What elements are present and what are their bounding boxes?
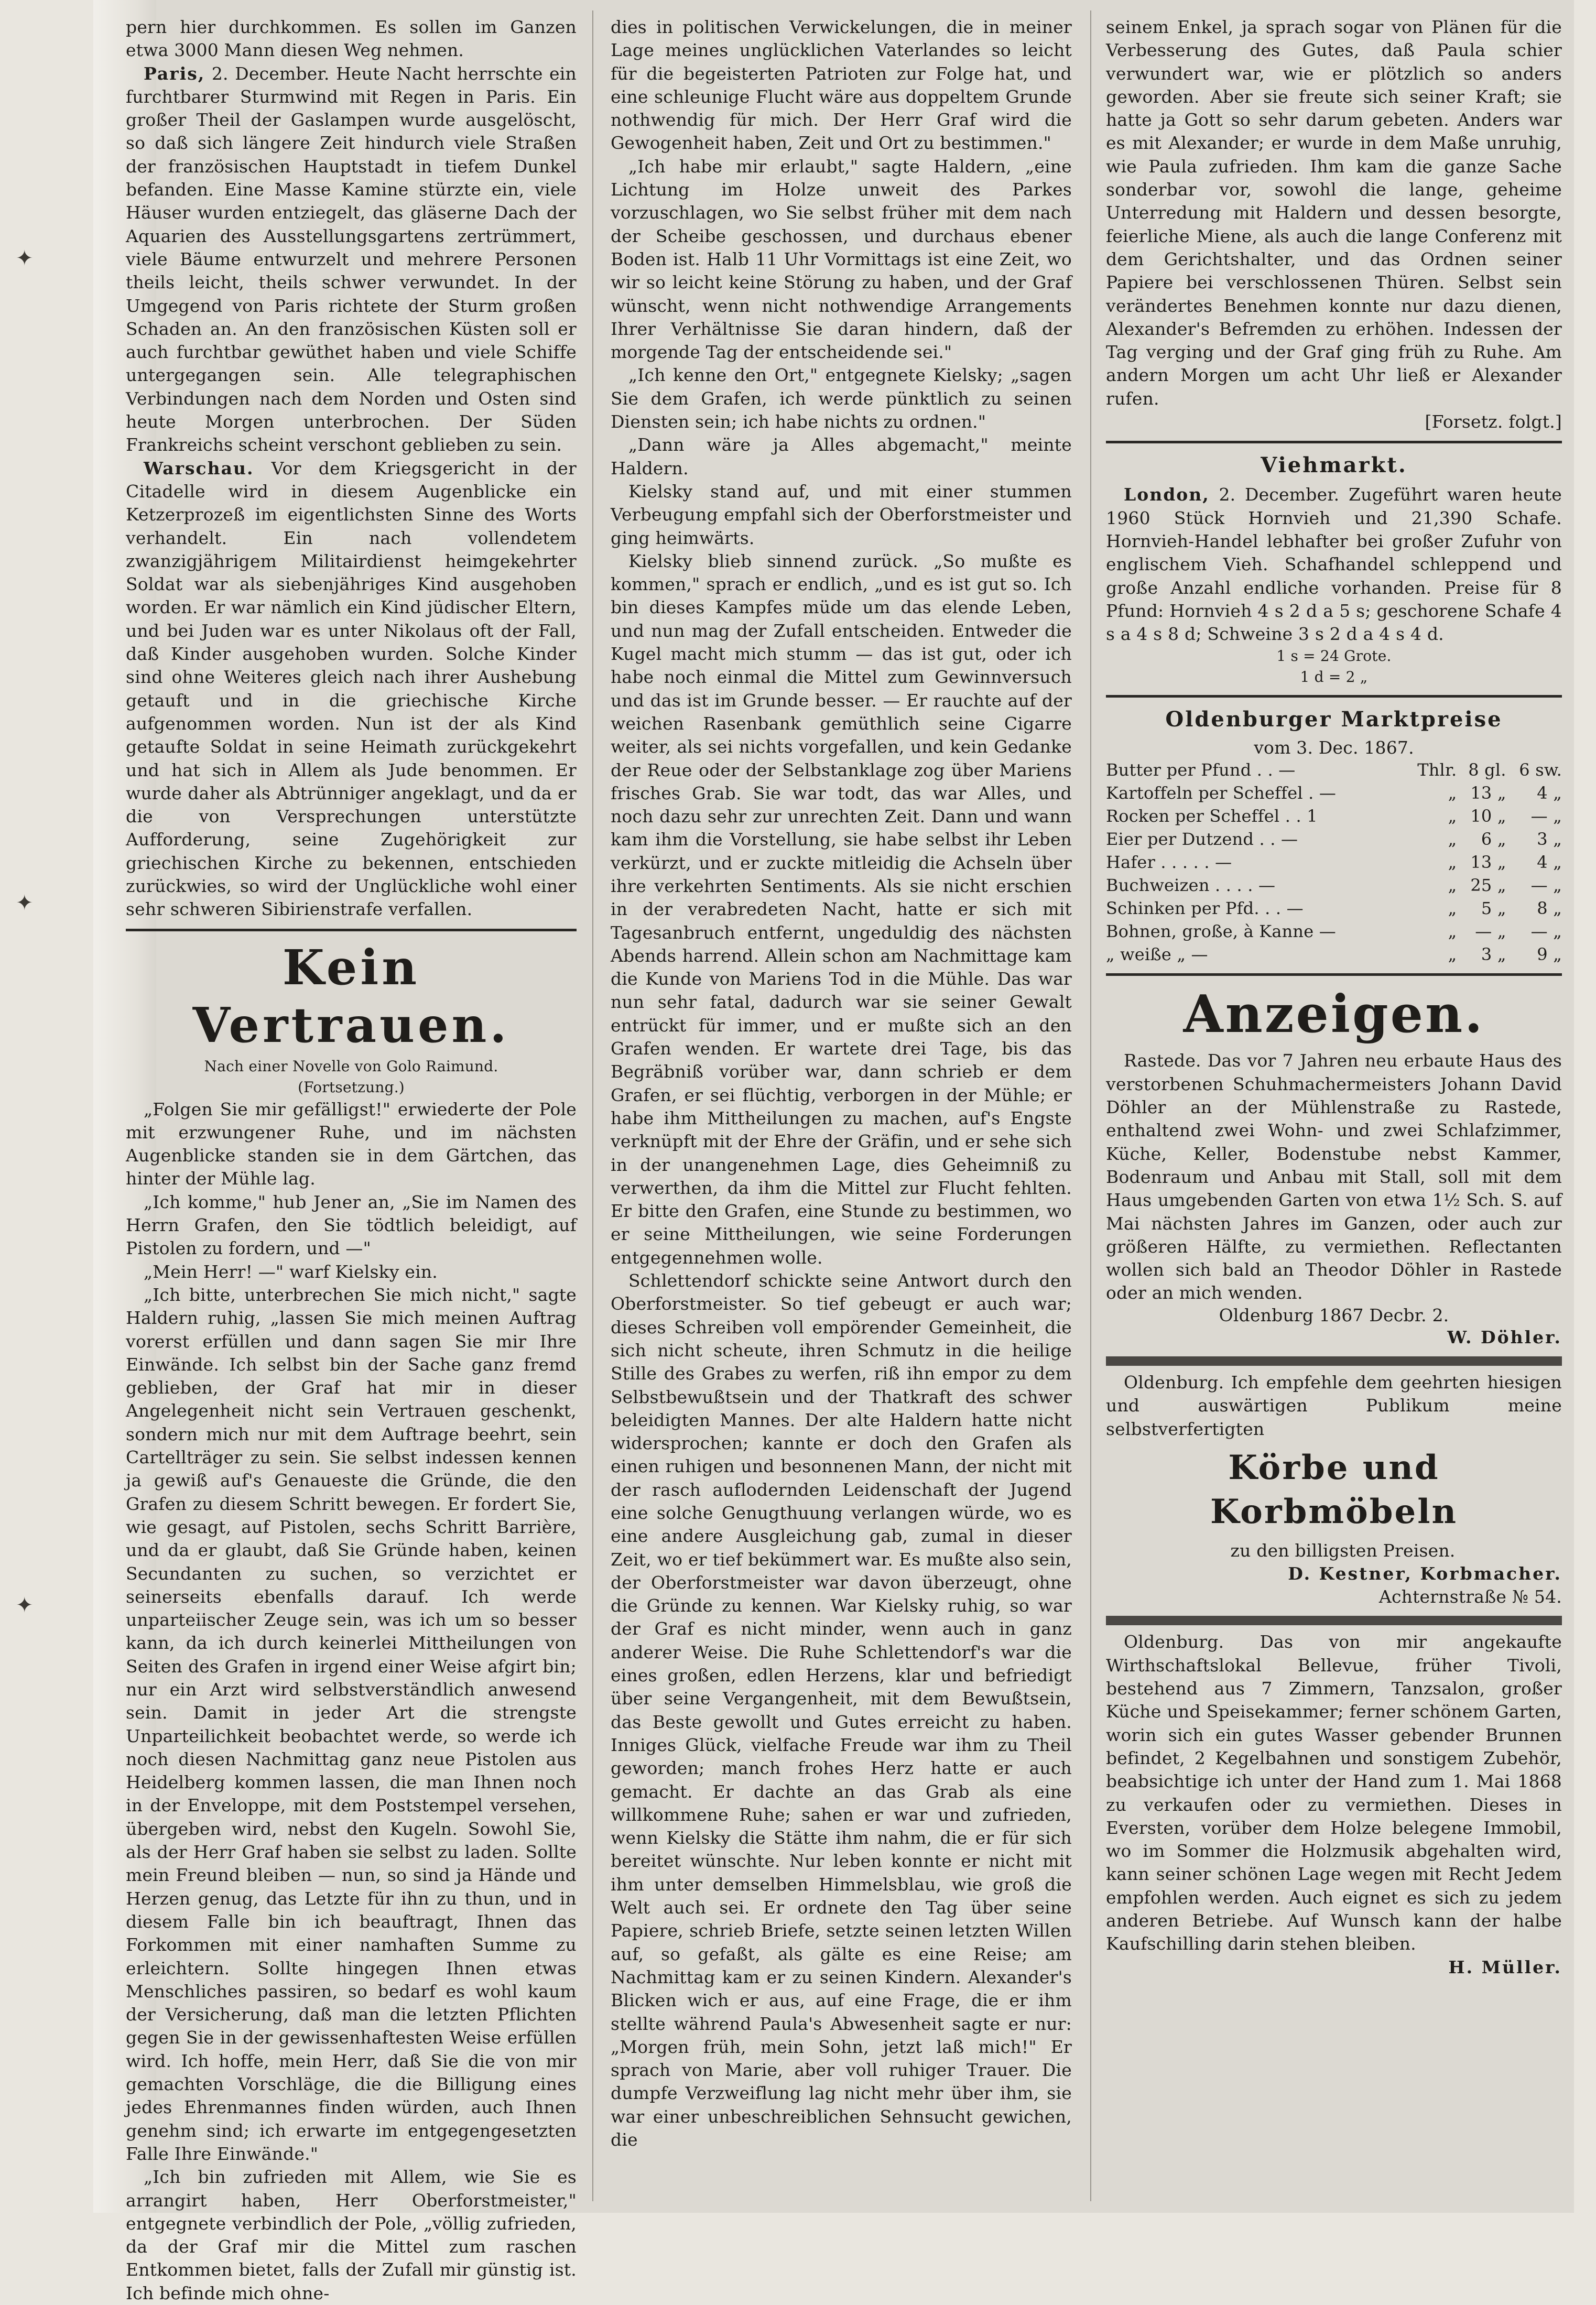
ad-divider	[1106, 1356, 1562, 1366]
price-cell-item: Rocken per Scheffel . . 1	[1106, 806, 1318, 827]
story-paragraph: Schlettendorf schickte seine Antwort durch den Oberforstmeister. So tief gebeugt er auch war; dieses Schreiben voll empörender Gemeinheit, die sich nicht scheute, ihren Schmutz in die heilige Stille des Grabes zu werfen, riß ihn empor zu dem Selbstbewußtsein und der Thatkraft des schwer beleidigten Mannes. Der alte Haldern hatte nicht widersprochen; kannte er doch den Grafen als einen ruhigen und besonnenen Mann, der nicht mit der rasch auflodernden Leidenschaft der Jugend eine solche Genugthuung verlangen würde, wo es eine andere Ausgleichung gab, zumal in dieser Zeit, wo er tief bekümmert war. Es mußte also sein, der Oberforstmeister war davon überzeugt, ohne die Gründe zu kennen. War Kielsky ruhig, so war der Graf es nicht minder, wenn auch in ganz anderer Weise. Die Ruhe Schlettendorf's war die eines großen, edlen Herzens, klar und befriedigt über seine Vergangenheit, mit dem Bewußtsein, das Beste gewollt und Gutes erreicht zu haben. Inniges Glück, vielfache Freude war ihm zu Theil geworden; manch frohes Herz hatte er auch gemacht. Er dachte an das Grab als eine willkommene Ruhe; sahen er war und zufrieden, wenn Kielsky die Stätte ihm nahm, die er für sich bereitet wünschte. Nur leben konnte er nicht mit ihm unter demselben Himmelsblau, wie groß die Welt auch sei. Er ordnete den Tag über seine Papiere, schrieb Briefe, setzte seinen letzten Willen auf, so gefaßt, als gälte es eine Reise; am Nachmittag kam er zu seinen Kindern. Alexander's Blicken wich er aus, auf eine Frage, die er ihm stellte während Paula's Abwesenheit sagte er nur: „Morgen früh, mein Sohn, jetzt laß mich!" Er sprach von Marie, aber voll ruhiger Trauer. Die dumpfe Verzweiflung lag nicht mehr über ihm, sie war einer unbeschreiblichen Sehnsucht gewichen, die	[611, 1270, 1072, 2150]
price-cell-a: „	[1448, 944, 1457, 965]
section-heading-anzeigen: Anzeigen.	[1183, 984, 1485, 1045]
column-divider	[1090, 10, 1091, 2201]
price-cell-b: — „	[1475, 921, 1506, 942]
ad-signature: H. Müller.	[1448, 1956, 1562, 1977]
price-row	[1106, 781, 1562, 804]
price-cell-a: „	[1448, 875, 1457, 896]
column-3	[1106, 16, 1562, 1979]
advertisement-rastede: Rastede. Das vor 7 Jahren neu erbaute Haus des verstorbenen Schuhmachermeisters Johann David Döhler an der Mühlenstraße zu Rastede, enthaltend zwei Wohn- und zwei Schlafzimmer, Küche, Keller, Bodenstube nebst Kammer, Bodenraum und Anbau mit Stall, soll mit dem Haus umgebenden Garten von etwa 1½ Sch. S. auf Mai nächsten Jahres im Ganzen, oder auch zur größeren Hälfte, zu vermiethen. Reflectanten wollen sich bald an Theodor Döhler in Rastede oder an mich wenden.	[1106, 1050, 1562, 1303]
ad-divider	[1106, 1616, 1562, 1625]
margin-mark: ✦	[16, 891, 34, 915]
story-paragraph: seinem Enkel, ja sprach sogar von Plänen für die Verbesserung des Gutes, daß Paula schier verwundert war, wie er plötzlich so anders geworden. Aber sie freute sich seiner Kraft; sie hatte ja Gott so sehr darum gebeten. Anders war es mit Alexander; er wurde in dem Maße unruhig, wie Paula zufrieden. Ihm kam die ganze Sache sonderbar vor, sowohl die lange, geheime Unterredung mit Haldern und dessen besorgte, feierliche Miene, als auch die lange Conferenz mit dem Gerichtshalter, und das Ordnen seiner Papiere bei verschlossenen Thüren. Selbst sein verändertes Benehmen konnte nur dazu dienen, Alexander's Befremden zu erhöhen. Indessen der Tag verging und der Graf ging früh zu Ruhe. Am andern Morgen um acht Uhr ließ er Alexander rufen.	[1106, 17, 1562, 409]
price-cell-c: 8 „	[1537, 898, 1562, 919]
story-paragraph: „Ich komme," hub Jener an, „Sie im Namen des Herrn Grafen, den Sie tödtlich beleidigt, auf Pistolen zu fordern, und —"	[126, 1191, 577, 1259]
column-divider	[592, 10, 593, 2201]
news-item-paris: Paris, 2. December. Heute Nacht herrschte ein furchtbarer Sturmwind mit Regen in Paris. Ein großer Theil der Gaslampen wurde ausgelöscht, so daß sich längere Zeit hindurch viele Straßen der französischen Hauptstadt in tiefem Dunkel befanden. Eine Masse Kamine stürzte ein, viele Häuser wurden entziegelt, das gläserne Dach der Aquarien des Ausstellungsgartens zertrümmert, viele Bäume entwurzelt und mehrere Personen theils leicht, theils schwer verwundet. In der Umgegend von Paris richtete der Sturm großen Schaden an. An den französischen Küsten soll er auch furchtbar gewüthet haben und viele Schiffe untergegangen sein. Alle telegraphischen Verbindungen nach dem Norden und Osten sind heute Morgen unterbrochen. Der Süden Frankreichs scheint verschont geblieben zu sein.	[126, 63, 577, 455]
column-2	[611, 16, 1072, 2151]
margin-mark: ✦	[16, 246, 34, 270]
price-cell-a: Thlr.	[1417, 760, 1457, 780]
price-cell-a: „	[1448, 852, 1457, 873]
price-cell-item: Bohnen, große, à Kanne —	[1106, 921, 1336, 942]
market-report: London, 2. December. Zugeführt waren heute 1960 Stück Hornvieh und 21,390 Schafe. Hornvieh-Handel lebhafter bei großer Zufuhr von englischem Vieh. Schafhandel schleppend und große Anzahl endliche vorhanden. Preise für 8 Pfund: Hornvieh 4 s 2 d a 5 s; geschorene Schafe 4 s a 4 s 8 d; Schweine 3 s 2 d a 4 s 4 d.	[1106, 484, 1562, 645]
price-cell-c: — „	[1530, 921, 1562, 942]
price-date: vom 3. Dec. 1867.	[1254, 737, 1414, 758]
ad-address: Achternstraße № 54.	[1378, 1586, 1562, 1607]
price-cell-c: 4 „	[1537, 783, 1562, 803]
price-cell-b: 25 „	[1470, 875, 1506, 896]
news-item-warschau: Warschau. Vor dem Kriegsgericht in der Citadelle wird in diesem Augenblicke ein Ketzerprozeß im eigentlichsten Sinne des Worts verhandelt. Ein nach vollendetem zwanzigjährigem Militairdienst heimgekehrter Soldat war als siebenjähriges Kind ausgehoben worden. Er war nämlich ein Kind jüdischer Eltern, und bei Juden war es unter Nikolaus oft der Fall, daß Kinder ausgehoben wurden. Solche Kinder sind ohne Weiteres gleich nach ihrer Aushebung getauft und in die griechische Kirche aufgenommen worden. Nun ist der als Kind getaufte Soldat in seine Heimath zurückgekehrt und hat sich in Allem als Jude benommen. Er wurde daher als Abtrünniger angeklagt, und da er die von Versprechungen unterstützte Aufforderung, seine Zugehörigkeit zur griechischen Kirche zu bekennen, entschieden zurückwies, so wird der Unglückliche wohl einer sehr schweren Sibirienstrafe verfallen.	[126, 458, 577, 920]
price-cell-c: 6 sw.	[1519, 760, 1562, 780]
price-cell-b: 3 „	[1481, 944, 1506, 965]
story-paragraph: „Ich bin zufrieden mit Allem, wie Sie es arrangirt haben, Herr Oberforstmeister," entgegnete verbindlich der Pole, „völlig zufrieden, da der Graf mir die Mittel zum raschen Entkommen bietet, falls der Zufall mir günstig ist. Ich befinde mich ohne-	[126, 2167, 577, 2303]
price-cell-item: Hafer . . . . . —	[1106, 852, 1232, 873]
price-row	[1106, 920, 1562, 943]
price-cell-c: 3 „	[1537, 829, 1562, 850]
price-row	[1106, 828, 1562, 851]
section-rule	[1106, 441, 1562, 443]
section-rule	[1106, 973, 1562, 976]
currency-rate: 1 s = 24 Grote.	[1276, 647, 1392, 665]
story-paragraph: „Mein Herr! —" warf Kielsky ein.	[144, 1261, 438, 1282]
price-cell-item: Butter per Pfund . . —	[1106, 760, 1296, 780]
price-cell-c: 9 „	[1537, 944, 1562, 965]
continuation-note: [Forsetz. folgt.]	[1425, 411, 1562, 432]
dateline: Warschau.	[144, 458, 254, 479]
price-cell-c: 4 „	[1537, 852, 1562, 873]
section-rule	[126, 929, 577, 931]
margin-mark: ✦	[16, 1593, 34, 1617]
price-cell-a: „	[1448, 806, 1457, 827]
story-paragraph: Kielsky blieb sinnend zurück. „So mußte es kommen," sprach er endlich, „und es ist gut so. Ich bin dieses Kampfes müde um das elende Leben, und nun mag der Zufall entscheiden. Entweder die Kugel macht mich stumm — das ist gut, oder ich habe noch einmal die Mittel zum Gewinnversuch und das ist im Grunde besser. — Er rauchte auf der weichen Rasenbank gemüthlich seine Cigarre weiter, als sei nichts vorgefallen, und kein Gedanke der Reue oder der Selbstanklage zog über Mariens frisches Grab. Sie war todt, das war Alles, und noch dazu sehr zur unrechten Zeit. Dann und wann kam ihm die Vorstellung, sie habe selbst ihr Leben verkürzt, und er zuckte mitleidig die Achseln über ihre verkehrten Sentiments. Als sie nicht erschien in der verabredeten Nacht, hatte er sich mit Tagesanbruch entfernt, ungeduldig des nächsten Abends harrend. Allein schon am Nachmittage kam die Kunde von Mariens Tod in die Mühle. Das war nun sehr fatal, dadurch war sie seiner Gewalt entrückt für immer, und er mußte sich an den Grafen wenden. Er wartete drei Tage, bis das Begräbniß vorüber war, dann schrieb er dem Grafen, er sei flüchtig, verborgen in der Mühle; er habe ihm Mittheilungen zu machen, auf's Engste verknüpft mit der Ehre der Gräfin, und er sehe sich in der unangenehmen Lage, dies Geheimniß zu verwerthen, da ihm die Mittel zur Flucht fehlten. Er bitte den Grafen, eine Stunde zu bestimmen, wo er seine Mittheilungen, wie seine Forderungen entgegennehmen wolle.	[611, 550, 1072, 1268]
story-title: Kein Vertrauen.	[192, 939, 510, 1053]
price-cell-a: „	[1448, 829, 1457, 850]
price-cell-a: „	[1448, 898, 1457, 919]
advertisement-bellevue: Oldenburg. Das von mir angekaufte Wirthschaftslokal Bellevue, früher Tivoli, bestehend aus 7 Zimmern, Tanzsalon, großer Küche und Speisekammer; ferner schönem Garten, worin sich ein gutes Wasser gebender Brunnen befindet, 2 Kegelbahnen und sonstigem Zubehör, beabsichtige ich unter der Hand zum 1. Mai 1868 zu verkaufen oder zu vermiethen. Dieses in Eversten, vorüber dem Holze belegene Immobil, wo im Sommer die Holzmusik abgehalten wird, kann seiner schönen Lage wegen mit Recht Jedem empfohlen werden. Auch eignet es sich zu jedem anderen Betriebe. Auf Wunsch kann der halbe Kaufschilling darin stehen bleiben.	[1106, 1632, 1562, 1954]
story-paragraph: „Ich bitte, unterbrechen Sie mich nicht," sagte Haldern ruhig, „lassen Sie mich meinen Auftrag vorerst erfüllen und dann sagen Sie mir Ihre Einwände. Ich selbst bin der Sache ganz fremd geblieben, der Graf hat mir in dieser Angelegenheit nicht sein Vertrauen geschenkt, sondern mich nur mit dem Auftrage beehrt, sein Cartellträger zu sein. Sie selbst indessen kennen ja gewiß auf's Genaueste die Gründe, die den Grafen zu diesem Schritt bewegen. Er fordert Sie, wie gesagt, auf Pistolen, sechs Schritt Barrière, und da er glaubt, daß Sie Gründe haben, keinen Secundanten zu suchen, so verzichtet er seinerseits ebenfalls darauf. Ich werde unparteiischer Zeuge sein, was ich um so besser kann, da ich durch keinerlei Mittheilungen von Seiten des Grafen in irgend einer Weise afgirt bin; nur ein Arzt wird selbstverständlich anwesend sein. Damit in jeder Art die strengste Unparteilichkeit beobachtet werde, so werde ich noch diesen Nachmittag ganz neue Pistolen aus Heidelberg kommen lassen, die man Ihnen noch in der Enveloppe, mit dem Poststempel versehen, übergeben wird, nebst den Kugeln. Sowohl Sie, als der Herr Graf haben sie selbst zu laden. Sollte mein Freund bleiben — nun, so sind ja Hände und Herzen genug, das Letzte für ihn zu thun, und in diesem Falle bin ich beauftragt, Ihnen das Forkommen mit einer namhaften Summe zu erleichtern. Sollte hingegen Ihnen etwas Menschliches passiren, so bedarf es wohl kaum der Versicherung, daß man die letzten Pflichten gegen Sie in der gewissenhaftesten Weise erfüllen wird. Ich hoffe, mein Herr, daß Sie die von mir gemachten Vorschläge, die die Billigung eines jedes Ehrenmannes finden würden, auch Ihnen genehm sind; ich erwarte im entgegengesetzten Falle Ihre Einwände."	[126, 1284, 577, 2164]
dateline: Paris,	[144, 63, 205, 84]
price-cell-b: 8 gl.	[1468, 760, 1506, 780]
price-cell-item: „ weiße „ —	[1106, 944, 1208, 965]
price-cell-a: „	[1448, 783, 1457, 803]
price-cell-b: 10 „	[1470, 806, 1506, 827]
price-row	[1106, 804, 1562, 828]
price-cell-item: Kartoffeln per Scheffel . —	[1106, 783, 1337, 803]
story-paragraph: Kielsky stand auf, und mit einer stummen Verbeugung empfahl sich der Oberforstmeister und ging heimwärts.	[611, 481, 1072, 548]
price-row	[1106, 874, 1562, 897]
section-heading-marktpreise: Oldenburger Marktpreise	[1165, 707, 1503, 732]
news-paragraph: pern hier durchkommen. Es sollen im Ganzen etwa 3000 Mann diesen Weg nehmen.	[126, 17, 577, 61]
story-continuation: (Fortsetzung.)	[298, 1078, 405, 1096]
story-paragraph: „Ich kenne den Ort," entgegnete Kielsky; „sagen Sie dem Grafen, ich werde pünktlich zu seinen Diensten sein; ich habe nichts zu ordnen."	[611, 365, 1072, 432]
story-paragraph: dies in politischen Verwickelungen, die in meiner Lage meines unglücklichen Vaterlandes so leicht für die begeisterten Patrioten zur Folge hat, und eine schleunige Flucht wäre aus doppeltem Grunde nothwendig für mich. Der Herr Graf wird die Gewogenheit haben, Zeit und Ort zu bestimmen."	[611, 17, 1072, 154]
price-cell-b: 13 „	[1470, 783, 1506, 803]
ad-signature: D. Kestner, Korbmacher.	[1288, 1563, 1562, 1584]
price-cell-b: 6 „	[1481, 829, 1506, 850]
price-cell-item: Schinken per Pfd. . . —	[1106, 898, 1304, 919]
ad-heading-korbmoebeln: Körbe und Korbmöbeln	[1210, 1448, 1458, 1531]
section-rule	[1106, 695, 1562, 698]
ad-signature: W. Döhler.	[1447, 1327, 1562, 1347]
story-paragraph: „Dann wäre ja Alles abgemacht," meinte Haldern.	[611, 434, 1072, 479]
price-row	[1106, 851, 1562, 874]
story-paragraph: „Folgen Sie mir gefälligst!" erwiederte der Pole mit erzwungener Ruhe, und im nächsten Augenblicke standen sie in dem Gärtchen, das hinter der Mühle lag.	[126, 1099, 577, 1189]
price-cell-item: Buchweizen . . . . —	[1106, 875, 1276, 896]
price-cell-a: „	[1448, 921, 1457, 942]
price-cell-b: 5 „	[1481, 898, 1506, 919]
price-row	[1106, 943, 1562, 966]
dateline: London,	[1124, 484, 1210, 505]
column-1	[126, 16, 577, 2305]
section-heading-viehmarkt: Viehmarkt.	[1261, 453, 1407, 478]
advertisement-kestner-intro: Oldenburg. Ich empfehle dem geehrten hiesigen und auswärtigen Publikum meine selbstverfertigten	[1106, 1372, 1562, 1439]
price-cell-c: — „	[1530, 875, 1562, 896]
ad-subline: zu den billigsten Preisen.	[1230, 1540, 1456, 1561]
story-paragraph: „Ich habe mir erlaubt," sagte Haldern, „eine Lichtung im Holze unweit des Parkes vorzuschlagen, wo Sie selbst früher mit dem nach der Scheibe geschossen, und durchaus ebener Boden ist. Halb 11 Uhr Vormittags ist eine Zeit, wo wir so leicht keine Störung zu haben, und der Graf wünscht, wenn nicht nothwendige Arrangements Ihrer Verhältnisse Sie daran hindern, daß der morgende Tag der entscheidende sei."	[611, 156, 1072, 363]
price-cell-item: Eier per Dutzend . . —	[1106, 829, 1298, 850]
price-row	[1106, 758, 1562, 781]
price-table	[1106, 758, 1562, 966]
price-cell-b: 13 „	[1470, 852, 1506, 873]
price-row	[1106, 897, 1562, 920]
ad-date: Oldenburg 1867 Decbr. 2.	[1219, 1304, 1449, 1325]
story-byline: Nach einer Novelle von Golo Raimund.	[204, 1057, 498, 1075]
currency-rate: 1 d = 2 „	[1300, 668, 1368, 686]
price-cell-c: — „	[1530, 806, 1562, 827]
